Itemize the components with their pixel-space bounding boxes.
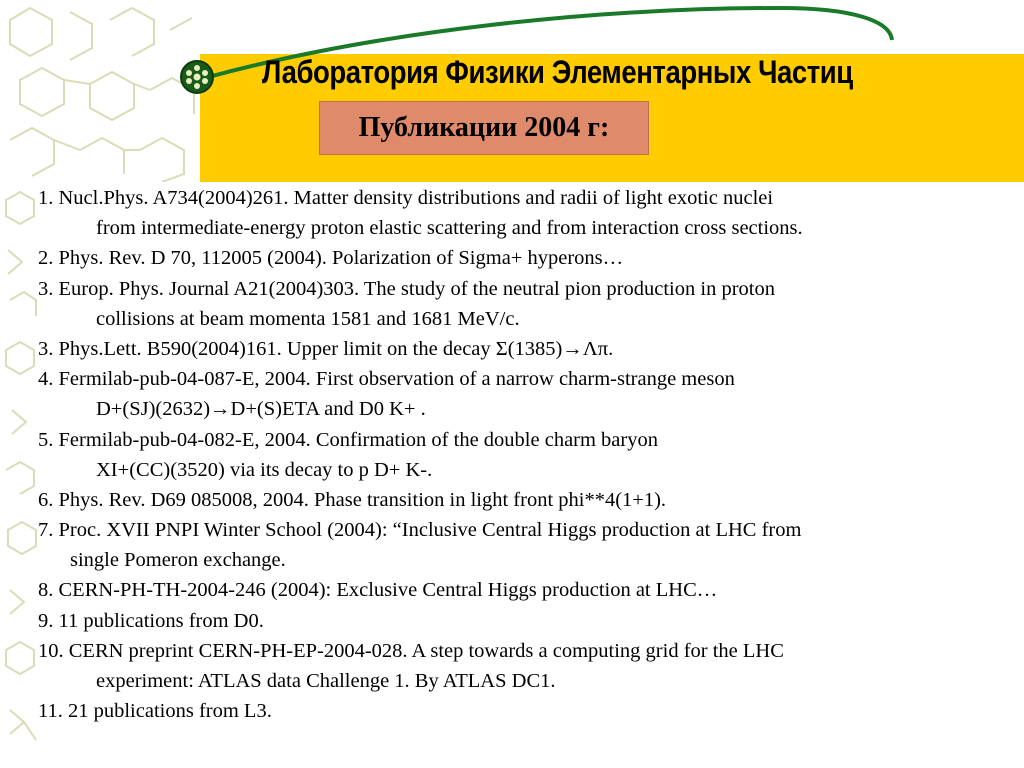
publication-line: 3. Europ. Phys. Journal A21(2004)303. The study of the neutral pion production in proton	[38, 277, 775, 300]
publications-label-box	[319, 101, 649, 155]
lab-title: Лаборатория Физики Элементарных Частиц	[262, 54, 853, 90]
publication-line: 8. CERN-PH-TH-2004-246 (2004): Exclusive Central Higgs production at LHC…	[38, 579, 718, 602]
publication-line: experiment: ATLAS data Challenge 1. By ATLAS DC1.	[96, 670, 556, 692]
publication-line: 1. Nucl.Phys. A734(2004)261. Matter density distributions and radii of light exotic nuclei	[38, 187, 774, 209]
publication-line: D+(SJ)(2632)→D+(S)ETA and D0 K+ .	[96, 398, 426, 421]
publication-line: XI+(CC)(3520) via its decay to p D+ K-.	[96, 458, 433, 481]
publication-line: 4. Fermilab-pub-04-087-E, 2004. First observation of a narrow charm-strange meson	[38, 368, 735, 391]
publication-line: 5. Fermilab-pub-04-082-E, 2004. Confirmation of the double charm baryon	[38, 428, 658, 451]
publication-line: 11. 21 publications from L3.	[38, 700, 272, 723]
publications-label: Публикации 2004 г:	[358, 112, 610, 143]
publication-line: collisions at beam momenta 1581 and 1681 MeV/c.	[96, 307, 520, 330]
publication-line: 7. Proc. XVII PNPI Winter School (2004): “Inclusive Central Higgs production at LHC from	[38, 519, 802, 542]
green-arc-decoration	[0, 0, 1024, 190]
publication-line: from intermediate-energy proton elastic scattering and from interaction cross sections.	[96, 217, 803, 240]
publication-line: 2. Phys. Rev. D 70, 112005 (2004). Polarization of Sigma+ hyperons…	[38, 247, 624, 270]
publication-line: 10. CERN preprint CERN-PH-EP-2004-028. A step towards a computing grid for the LHC	[38, 639, 784, 662]
publication-line: single Pomeron exchange.	[70, 549, 286, 572]
publication-line: 9. 11 publications from D0.	[38, 609, 264, 632]
publication-line: 3. Phys.Lett. B590(2004)161. Upper limit on the decay Σ(1385)→Λπ.	[38, 337, 614, 360]
publication-line: 6. Phys. Rev. D69 085008, 2004. Phase transition in light front phi**4(1+1).	[38, 488, 667, 511]
atom-logo-icon	[179, 59, 215, 95]
publications-list	[38, 183, 1018, 726]
